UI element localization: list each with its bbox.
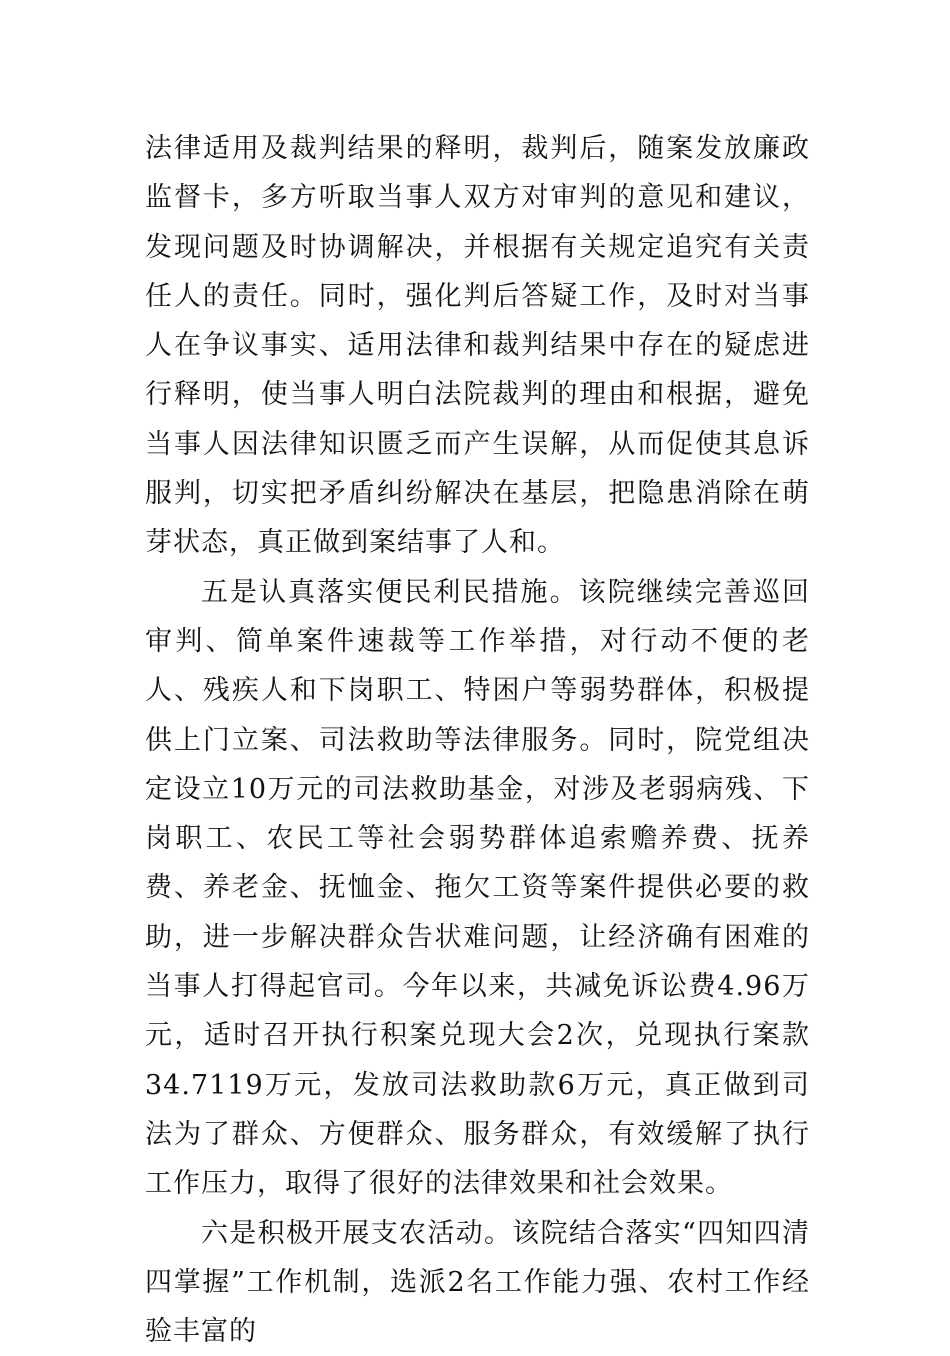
paragraph-item-six: 六是积极开展支农活动。该院结合落实“四知四清四掌握”工作机制，选派2名工作能力强、农村工作经验丰富的 bbox=[145, 1217, 810, 1348]
paragraph-continuation: 法律适用及裁判结果的释明，裁判后，随案发放廉政监督卡，多方听取当事人双方对审判的意见和建议，发现问题及时协调解决，并根据有关规定追究有关责任人的责任。同时，强化判后答疑工作，及时对当事人在争议事实、适用法律和裁判结果中存在的疑虑进行释明，使当事人明白法院裁判的理由和根据，避免当事人因法律知识匮乏而产生误解，从而促使其息诉服判，切实把矛盾纠纷解决在基层，把隐患消除在萌芽状态，真正做到案结事了人和。 bbox=[145, 133, 810, 559]
paragraph-item-five: 五是认真落实便民利民措施。该院继续完善巡回审判、简单案件速裁等工作举措，对行动不便的老人、残疾人和下岗职工、特困户等弱势群体，积极提供上门立案、司法救助等法律服务。同时，院党组决定设立10万元的司法救助基金，对涉及老弱病残、下岗职工、农民工等社会弱势群体追索赡养费、抚养费、养老金、抚恤金、拖欠工资等案件提供必要的救助，进一步解决群众告状难问题，让经济确有困难的当事人打得起官司。今年以来，共减免诉讼费4.96万元，适时召开执行积案兑现大会2次，兑现执行案款34.7119万元，发放司法救助款6万元，真正做到司法为了群众、方便群众、服务群众，有效缓解了执行工作压力，取得了很好的法律效果和社会效果。 bbox=[145, 576, 810, 1200]
document-body bbox=[145, 124, 810, 1356]
